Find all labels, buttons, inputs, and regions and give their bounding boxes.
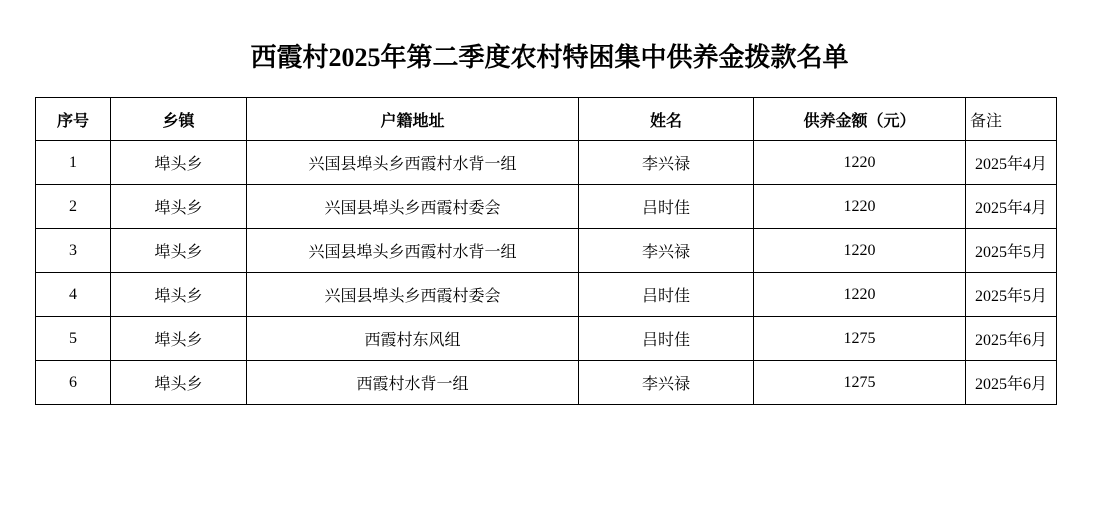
column-header-town: 乡镇 <box>111 98 247 141</box>
page-title: 西霞村2025年第二季度农村特困集中供养金拨款名单 <box>250 43 849 72</box>
payment-table <box>35 97 1057 405</box>
cell-township: 埠头乡 <box>111 317 247 361</box>
cell-remark: 2025年6月 <box>966 317 1057 361</box>
column-header-amount: 供养金额（元） <box>754 98 966 141</box>
cell-amount: 1275 <box>754 317 966 361</box>
cell-seq: 4 <box>36 273 111 317</box>
cell-address: 兴国县埠头乡西霞村水背一组 <box>247 229 579 273</box>
column-header-seq: 序号 <box>36 98 111 141</box>
table-row <box>36 229 1057 273</box>
cell-seq: 1 <box>36 141 111 185</box>
cell-address: 兴国县埠头乡西霞村委会 <box>247 185 579 229</box>
cell-amount: 1275 <box>754 361 966 405</box>
table-row <box>36 317 1057 361</box>
cell-address: 兴国县埠头乡西霞村水背一组 <box>247 141 579 185</box>
cell-seq: 2 <box>36 185 111 229</box>
cell-township: 埠头乡 <box>111 361 247 405</box>
cell-amount: 1220 <box>754 229 966 273</box>
cell-seq: 6 <box>36 361 111 405</box>
table-header-row <box>36 98 1057 141</box>
cell-remark: 2025年5月 <box>966 229 1057 273</box>
cell-township: 埠头乡 <box>111 141 247 185</box>
cell-name: 李兴禄 <box>579 229 754 273</box>
table-row <box>36 185 1057 229</box>
table-row <box>36 141 1057 185</box>
cell-amount: 1220 <box>754 273 966 317</box>
cell-name: 吕时佳 <box>579 273 754 317</box>
cell-name: 吕时佳 <box>579 317 754 361</box>
column-header-name: 姓名 <box>579 98 754 141</box>
cell-address: 西霞村东风组 <box>247 317 579 361</box>
cell-remark: 2025年5月 <box>966 273 1057 317</box>
cell-name: 李兴禄 <box>579 361 754 405</box>
cell-remark: 2025年4月 <box>966 185 1057 229</box>
cell-remark: 2025年6月 <box>966 361 1057 405</box>
cell-name: 吕时佳 <box>579 185 754 229</box>
cell-name: 李兴禄 <box>579 141 754 185</box>
column-header-remark: 备注 <box>966 98 1057 141</box>
table-row <box>36 361 1057 405</box>
cell-amount: 1220 <box>754 141 966 185</box>
cell-address: 兴国县埠头乡西霞村委会 <box>247 273 579 317</box>
column-header-address: 户籍地址 <box>247 98 579 141</box>
cell-amount: 1220 <box>754 185 966 229</box>
cell-seq: 3 <box>36 229 111 273</box>
cell-township: 埠头乡 <box>111 273 247 317</box>
cell-address: 西霞村水背一组 <box>247 361 579 405</box>
table-row <box>36 273 1057 317</box>
cell-remark: 2025年4月 <box>966 141 1057 185</box>
cell-township: 埠头乡 <box>111 229 247 273</box>
cell-seq: 5 <box>36 317 111 361</box>
cell-township: 埠头乡 <box>111 185 247 229</box>
